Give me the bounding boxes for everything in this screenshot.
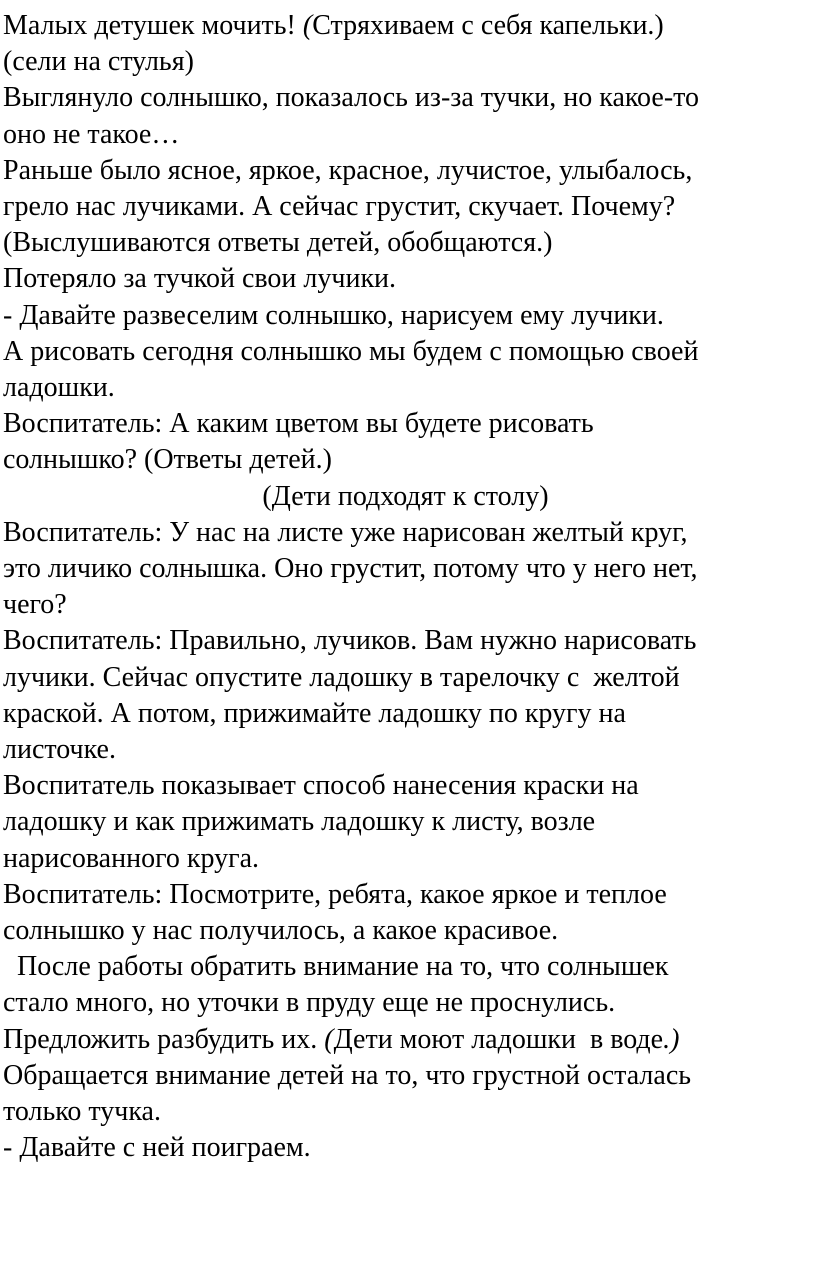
text-line: После работы обратить внимание на то, что солнышек: [3, 951, 669, 983]
text-line: А рисовать сегодня солнышко мы будем с помощью своей: [3, 335, 699, 367]
italic-paren: (: [324, 1023, 334, 1055]
text-line: солнышко? (Ответы детей.): [3, 444, 332, 476]
text-line: солнышко у нас получилось, а какое красивое.: [3, 915, 559, 947]
text-line: только тучка.: [3, 1096, 161, 1128]
text-line: Воспитатель показывает способ нанесения краски на: [3, 770, 639, 802]
italic-paren: .): [663, 1023, 680, 1055]
text-line: - Давайте развеселим солнышко, нарисуем ему лучики.: [3, 299, 664, 331]
text-line: это личико солнышка. Оно грустит, потому что у него нет,: [3, 553, 698, 585]
text-line: чего?: [3, 589, 67, 621]
text-line: нарисованного круга.: [3, 842, 260, 874]
text-line: оно не такое…: [3, 118, 180, 150]
italic-paren: (: [302, 10, 313, 41]
centered-line: (Дети подходят к столу): [262, 480, 549, 512]
text-line: Воспитатель: У нас на листе уже нарисован желтый круг,: [3, 516, 688, 548]
text-line: грело нас лучиками. А сейчас грустит, скучает. Почему?: [3, 191, 676, 223]
line-text: Предложить разбудить их.: [3, 1023, 325, 1055]
text-line: Раньше было ясное, яркое, красное, лучистое, улыбалось,: [3, 154, 693, 186]
text-line: стало много, но уточки в пруду еще не проснулись.: [3, 987, 616, 1019]
text-line: Воспитатель: Правильно, лучиков. Вам нужно нарисовать: [3, 625, 697, 657]
text-line: - Давайте с ней поиграем.: [3, 1132, 311, 1164]
text-line: Выглянуло солнышко, показалось из-за тучки, но какое-то: [3, 82, 700, 114]
text-line: ладошку и как прижимать ладошку к листу, возле: [3, 806, 596, 838]
line-text: Стряхиваем с себя капельки.): [312, 10, 664, 41]
text-line: [3, 8, 808, 44]
text-line: лучики. Сейчас опустите ладошку в тарелочку с желтой: [3, 661, 680, 693]
text-line: [3, 1022, 808, 1058]
line-text: Дети моют ладошки в воде: [333, 1023, 664, 1055]
text-line: (Выслушиваются ответы детей, обобщаются.): [3, 227, 553, 259]
text-line: Воспитатель: А каким цветом вы будете рисовать: [3, 408, 594, 440]
text-line: листочке.: [3, 734, 116, 766]
text-line: (сели на стулья): [3, 46, 194, 78]
text-line: ладошки.: [3, 372, 115, 404]
text-line: Потеряло за тучкой свои лучики.: [3, 263, 397, 295]
text-line: Обращается внимание детей на то, что грустной осталась: [3, 1059, 692, 1091]
text-line: Воспитатель: Посмотрите, ребята, какое яркое и теплое: [3, 878, 667, 910]
text-line: краской. А потом, прижимайте ладошку по кругу на: [3, 697, 626, 729]
line-text: Малых детушек мочить!: [3, 10, 303, 41]
